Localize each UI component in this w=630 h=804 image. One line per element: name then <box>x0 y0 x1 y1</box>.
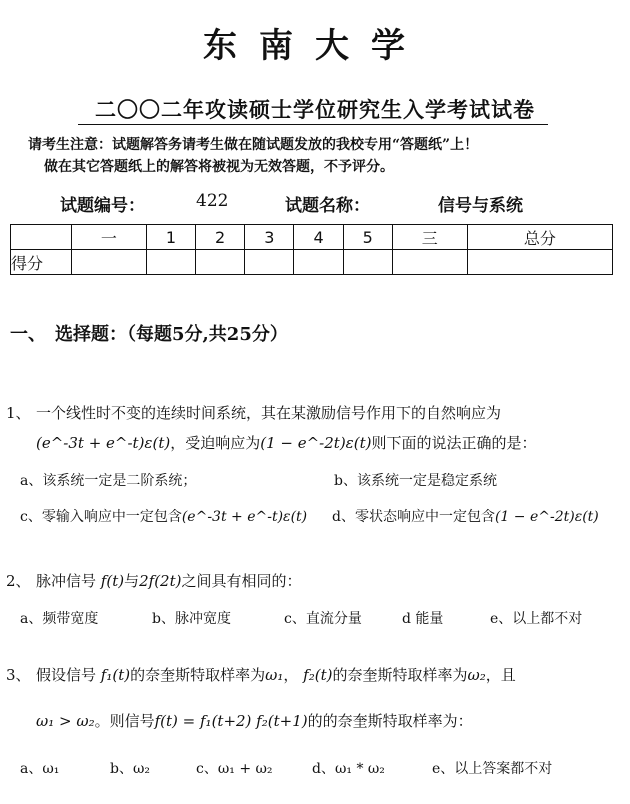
q2-option-c: c、直流分量 <box>284 611 362 627</box>
exam-code-label: 试题编号： <box>60 196 145 216</box>
exam-title: 二〇〇二年攻读硕士学位研究生入学考试试卷 <box>95 97 535 122</box>
q3-signal-1: f₁(t) <box>100 666 131 684</box>
q1-option-d: d、零状态响应中一定包含 <box>332 509 495 525</box>
exam-code-value: 422 <box>196 191 229 211</box>
q2-text-a: 脉冲信号 <box>36 572 97 590</box>
q3-option-b: b、ω₂ <box>110 761 150 777</box>
score-row-label: 得分 <box>11 250 72 275</box>
q3-option-c: c、ω₁ + ω₂ <box>196 761 273 777</box>
score-cell[interactable] <box>72 250 147 275</box>
title-underline <box>78 124 548 125</box>
q1-option-d-expr: (1 − e^-2t)ε(t) <box>494 509 599 525</box>
score-header-cell: 2 <box>196 225 245 250</box>
score-cell[interactable] <box>467 250 612 275</box>
q3-expression: f(t) = f₁(t+2) f₂(t+1) <box>154 712 308 730</box>
score-header-cell: 总分 <box>467 225 612 250</box>
q3-option-a: a、ω₁ <box>20 761 60 777</box>
score-cell[interactable] <box>245 250 294 275</box>
q1-text-b: ，受迫响应为 <box>170 434 261 452</box>
q1-forced-response: (1 − e^-2t)ε(t) <box>260 434 372 452</box>
q2-text-b: 与 <box>124 572 140 590</box>
score-header-cell: 5 <box>343 225 392 250</box>
q3-condition: ω₁ > ω₂ <box>36 712 95 730</box>
q2-signal-1: f(t) <box>100 572 125 590</box>
score-header-cell: 三 <box>392 225 467 250</box>
q3-number: 3、 <box>6 666 31 684</box>
exam-name-value: 信号与系统 <box>438 196 523 216</box>
q2-option-a: a、频带宽度 <box>20 611 99 627</box>
q1-free-response: (e^-3t + e^-t)ε(t) <box>36 434 171 452</box>
score-header-cell <box>11 225 72 250</box>
q3-text-e: 。则信号 <box>94 712 155 730</box>
q3-text-f: 的的奈奎斯特取样率为： <box>307 712 473 730</box>
score-cell[interactable] <box>392 250 467 275</box>
score-cell[interactable] <box>196 250 245 275</box>
notice-line-1: 请考生注意：试题解答务请考生做在随试题发放的我校专用“答题纸”上！ <box>28 137 479 153</box>
score-header-row <box>11 225 613 250</box>
q2-text-c: 之间具有相同的： <box>181 572 302 590</box>
q2-option-e: e、以上都不对 <box>490 611 583 627</box>
exam-name-label: 试题名称： <box>285 196 370 216</box>
q2-option-d: d 能量 <box>402 611 444 627</box>
q3-option-e: e、以上答案都不对 <box>432 761 553 777</box>
q3-rate-2: ω₂ <box>467 666 486 684</box>
q1-option-c: c、零输入响应中一定包含 <box>20 509 182 525</box>
q3-sep: ， <box>283 666 299 684</box>
score-header-cell: 1 <box>146 225 195 250</box>
q1-text-a: 一个线性时不变的连续时间系统，其在某激励信号作用下的自然响应为 <box>36 404 502 422</box>
q3-text-c: 的奈奎斯特取样率为 <box>332 666 468 684</box>
score-header-cell: 4 <box>294 225 343 250</box>
q2-signal-2: 2f(2t) <box>139 572 182 590</box>
notice-line-2: 做在其它答题纸上的解答将被视为无效答题，不予评分。 <box>44 159 394 175</box>
score-cell[interactable] <box>294 250 343 275</box>
score-row <box>11 250 613 275</box>
section-1-title: 一、 选择题：（每题5分,共25分） <box>10 324 288 345</box>
q2-number: 2、 <box>6 572 31 590</box>
q3-signal-2: f₂(t) <box>303 666 333 684</box>
q1-option-b: b、该系统一定是稳定系统 <box>334 473 497 489</box>
q1-option-a: a、该系统一定是二阶系统； <box>20 473 197 489</box>
q3-text-a: 假设信号 <box>36 666 97 684</box>
q3-text-d: ，且 <box>485 666 516 684</box>
q1-text-c: 则下面的说法正确的是： <box>371 434 537 452</box>
q3-text-b: 的奈奎斯特取样率为 <box>130 666 266 684</box>
q3-option-d: d、ω₁ * ω₂ <box>312 761 385 777</box>
score-table <box>10 224 613 275</box>
q2-option-b: b、脉冲宽度 <box>152 611 231 627</box>
score-cell[interactable] <box>343 250 392 275</box>
q3-rate-1: ω₁ <box>265 666 284 684</box>
score-header-cell: 一 <box>72 225 147 250</box>
score-header-cell: 3 <box>245 225 294 250</box>
score-cell[interactable] <box>146 250 195 275</box>
university-title: 东南大学 <box>203 26 427 66</box>
q1-option-c-expr: (e^-3t + e^-t)ε(t) <box>181 509 308 525</box>
q1-number: 1、 <box>6 404 31 422</box>
